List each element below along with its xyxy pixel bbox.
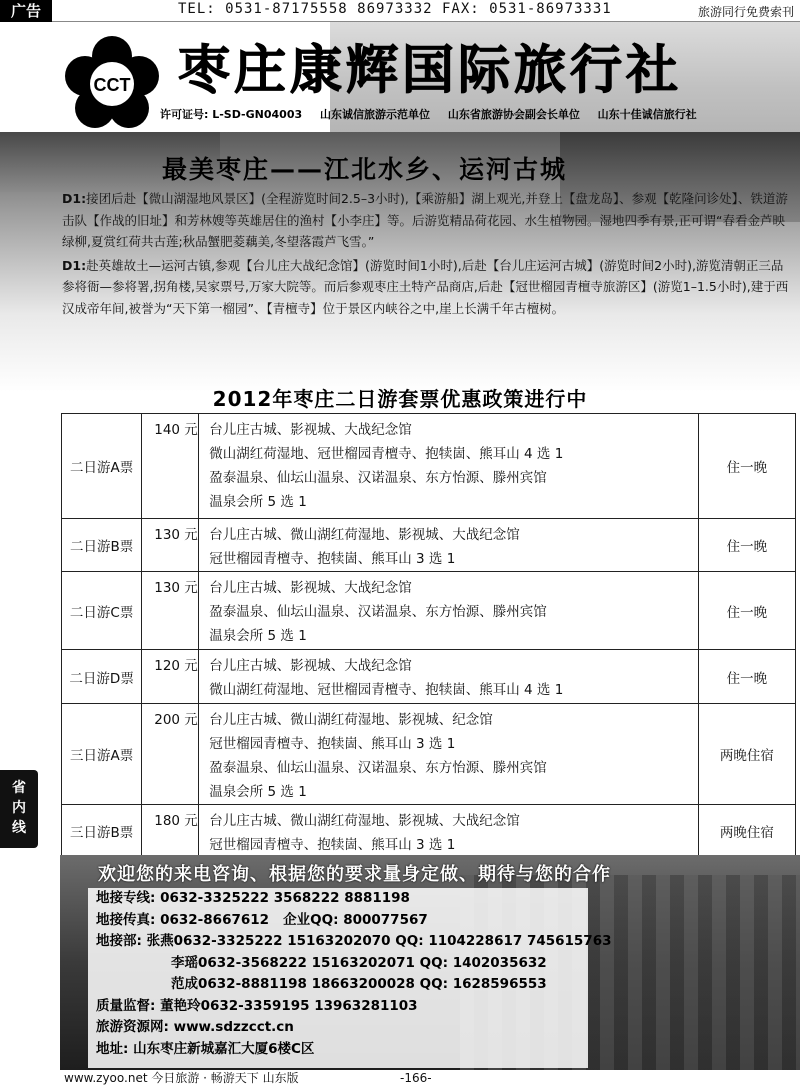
qq-label: 企业QQ: <box>283 911 339 928</box>
item-line: 台儿庄古城、微山湖红荷湿地、影视城、大战纪念馆 <box>209 813 520 829</box>
top-bar <box>0 0 800 22</box>
page-footer <box>0 1070 800 1087</box>
ticket-price: 200 元 <box>142 704 199 805</box>
side-tag-char: 省 <box>12 780 26 796</box>
address-row <box>96 1039 612 1061</box>
ticket-name: 二日游C票 <box>62 572 142 650</box>
side-tag-char: 内 <box>12 800 26 816</box>
ticket-price: 130 元 <box>142 519 199 572</box>
hotline-row <box>96 888 612 910</box>
quality-value: 董艳玲0632-3359195 13963281103 <box>160 997 418 1014</box>
item-line: 盈泰温泉、仙坛山温泉、汉诺温泉、东方怡源、滕州宾馆 <box>209 470 547 486</box>
ticket-items <box>199 650 699 704</box>
dept-person-2: 李瑶0632-3568222 15163202071 QQ: 1402035632 <box>171 954 547 971</box>
item-line: 冠世榴园青檀寺、抱犊崮、熊耳山 3 选 1 <box>209 736 456 752</box>
table-row <box>62 414 796 519</box>
ticket-table <box>61 413 796 858</box>
item-line: 冠世榴园青檀寺、抱犊崮、熊耳山 3 选 1 <box>209 837 456 853</box>
item-line: 盈泰温泉、仙坛山温泉、汉诺温泉、东方怡源、滕州宾馆 <box>209 604 547 620</box>
ticket-stay: 住一晚 <box>698 519 795 572</box>
dept-row-2 <box>96 953 612 975</box>
item-line: 微山湖红荷湿地、冠世榴园青檀寺、抱犊崮、熊耳山 4 选 1 <box>209 682 564 698</box>
index-label: 旅游同行免费索刊 <box>697 5 794 19</box>
table-row <box>62 704 796 805</box>
page-number: -166- <box>400 1071 432 1085</box>
ticket-items <box>199 704 699 805</box>
table-row <box>62 572 796 650</box>
itinerary-day-1b <box>62 255 790 320</box>
welcome-banner: 欢迎您的来电咨询、根据您的要求量身定做、期待与您的合作 <box>98 864 611 885</box>
address-label: 地址: <box>96 1040 129 1057</box>
contacts-list <box>96 888 612 1060</box>
ticket-items <box>199 519 699 572</box>
company-name: 枣庄康辉国际旅行社 <box>178 41 683 101</box>
ticket-stay: 住一晚 <box>698 650 795 704</box>
item-line: 台儿庄古城、微山湖红荷湿地、影视城、纪念馆 <box>209 712 493 728</box>
item-line: 温泉会所 5 选 1 <box>209 628 307 644</box>
ticket-price: 120 元 <box>142 650 199 704</box>
table-row <box>62 519 796 572</box>
table-row <box>62 805 796 858</box>
itinerary-day-1a <box>62 188 790 253</box>
day-tag: D1: <box>62 191 87 206</box>
logo-text: CCT <box>93 75 131 95</box>
dept-person-1: 张燕0632-3325222 15163202070 QQ: 1104228617 745615763 <box>146 933 612 949</box>
dept-label: 地接部: <box>96 933 142 949</box>
item-line: 台儿庄古城、影视城、大战纪念馆 <box>209 580 412 596</box>
ticket-price: 130 元 <box>142 572 199 650</box>
fax-value: 0632-8667612 <box>160 911 270 928</box>
policy-title: 2012年枣庄二日游套票优惠政策进行中 <box>212 387 588 411</box>
item-line: 台儿庄古城、微山湖红荷湿地、影视城、大战纪念馆 <box>209 527 520 543</box>
honor-2: 山东省旅游协会副会长单位 <box>447 108 580 121</box>
item-line: 微山湖红荷湿地、冠世榴园青檀寺、抱犊崮、熊耳山 4 选 1 <box>209 446 564 462</box>
web-label: 旅游资源网: <box>96 1019 169 1035</box>
quality-label: 质量监督: <box>96 997 156 1014</box>
web-row <box>96 1017 612 1039</box>
hotline-value: 0632-3325222 3568222 8881198 <box>160 890 410 906</box>
item-line: 台儿庄古城、影视城、大战纪念馆 <box>209 422 412 438</box>
ticket-price: 180 元 <box>142 805 199 858</box>
ticket-items <box>199 805 699 858</box>
ticket-name: 三日游B票 <box>62 805 142 858</box>
quality-row <box>96 996 612 1018</box>
hotline-label: 地接专线: <box>96 890 156 906</box>
ad-label: 广告 <box>0 0 52 22</box>
day-text: 接团后赴【微山湖湿地风景区】(全程游览时间2.5–3小时),【乘游船】湖上观光,并登上【盘龙岛】、参观【乾隆问诊处】、铁道游击队【作战的旧址】和芳林嫂等英雄居住的渔村【小李庄】等。后游览精品荷花园、水生植物园。湿地四季有景,正可谓“春看金芦映绿柳,夏赏红荷共古莲;秋品蟹肥菱藕美,冬望落霞芦飞雪。” <box>62 191 788 249</box>
ticket-name: 二日游A票 <box>62 414 142 519</box>
itinerary <box>62 188 790 319</box>
side-tag-char: 线 <box>12 820 26 836</box>
table-row <box>62 650 796 704</box>
honor-1: 山东诚信旅游示范单位 <box>319 108 430 121</box>
ticket-stay: 两晚住宿 <box>698 704 795 805</box>
fax-label: 地接传真: <box>96 911 156 928</box>
item-line: 温泉会所 5 选 1 <box>209 784 307 800</box>
cct-logo-icon <box>62 34 162 132</box>
ticket-price: 140 元 <box>142 414 199 519</box>
ticket-name: 二日游B票 <box>62 519 142 572</box>
ticket-name: 二日游D票 <box>62 650 142 704</box>
publisher-contact: TEL: 0531-87175558 86973332 FAX: 0531-86973331 <box>178 1 612 17</box>
ticket-stay: 住一晚 <box>698 572 795 650</box>
license-number: 许可证号: L-SD-GN04003 <box>160 108 303 121</box>
page-headline: 最美枣庄——江北水乡、运河古城 <box>162 155 568 184</box>
qq-value: 800077567 <box>343 911 428 928</box>
fax-row <box>96 910 612 932</box>
dept-row-3 <box>96 974 612 996</box>
dept-row <box>96 931 612 953</box>
honor-3: 山东十佳诚信旅行社 <box>597 108 697 121</box>
ticket-name: 三日游A票 <box>62 704 142 805</box>
item-line: 冠世榴园青檀寺、抱犊崮、熊耳山 3 选 1 <box>209 551 456 567</box>
address-value: 山东枣庄新城嘉汇大厦6楼C区 <box>133 1040 315 1057</box>
footer-publication: www.zyoo.net 今日旅游 · 畅游天下 山东版 <box>64 1071 299 1085</box>
day-text: 赴英雄故土—运河古镇,参观【台儿庄大战纪念馆】(游览时间1小时),后赴【台儿庄运河古城】(游览时间2小时),游览清朝正三品参将衙—参将署,拐角楼,吴家票号,万家大院等。而后参观枣庄土特产品商店,后赴【冠世榴园青檀寺旅游区】(游览1–1.5小时),建于西汉成帝年间,被誉为“天下第一榴园”、【青檀寺】位于景区内峡谷之中,崖上长满千年古檀树。 <box>62 257 789 316</box>
ticket-items <box>199 414 699 519</box>
ticket-stay: 两晚住宿 <box>698 805 795 858</box>
section-side-tag <box>0 770 38 848</box>
license-row <box>160 106 800 122</box>
ticket-items <box>199 572 699 650</box>
header-banner <box>0 22 800 132</box>
ticket-stay: 住一晚 <box>698 414 795 519</box>
dept-person-3: 范成0632-8881198 18663200028 QQ: 1628596553 <box>171 976 547 992</box>
web-value: www.sdzzcct.cn <box>173 1019 294 1035</box>
item-line: 温泉会所 5 选 1 <box>209 494 307 510</box>
item-line: 盈泰温泉、仙坛山温泉、汉诺温泉、东方怡源、滕州宾馆 <box>209 760 547 776</box>
day-tag: D1: <box>62 257 87 273</box>
item-line: 台儿庄古城、影视城、大战纪念馆 <box>209 658 412 674</box>
